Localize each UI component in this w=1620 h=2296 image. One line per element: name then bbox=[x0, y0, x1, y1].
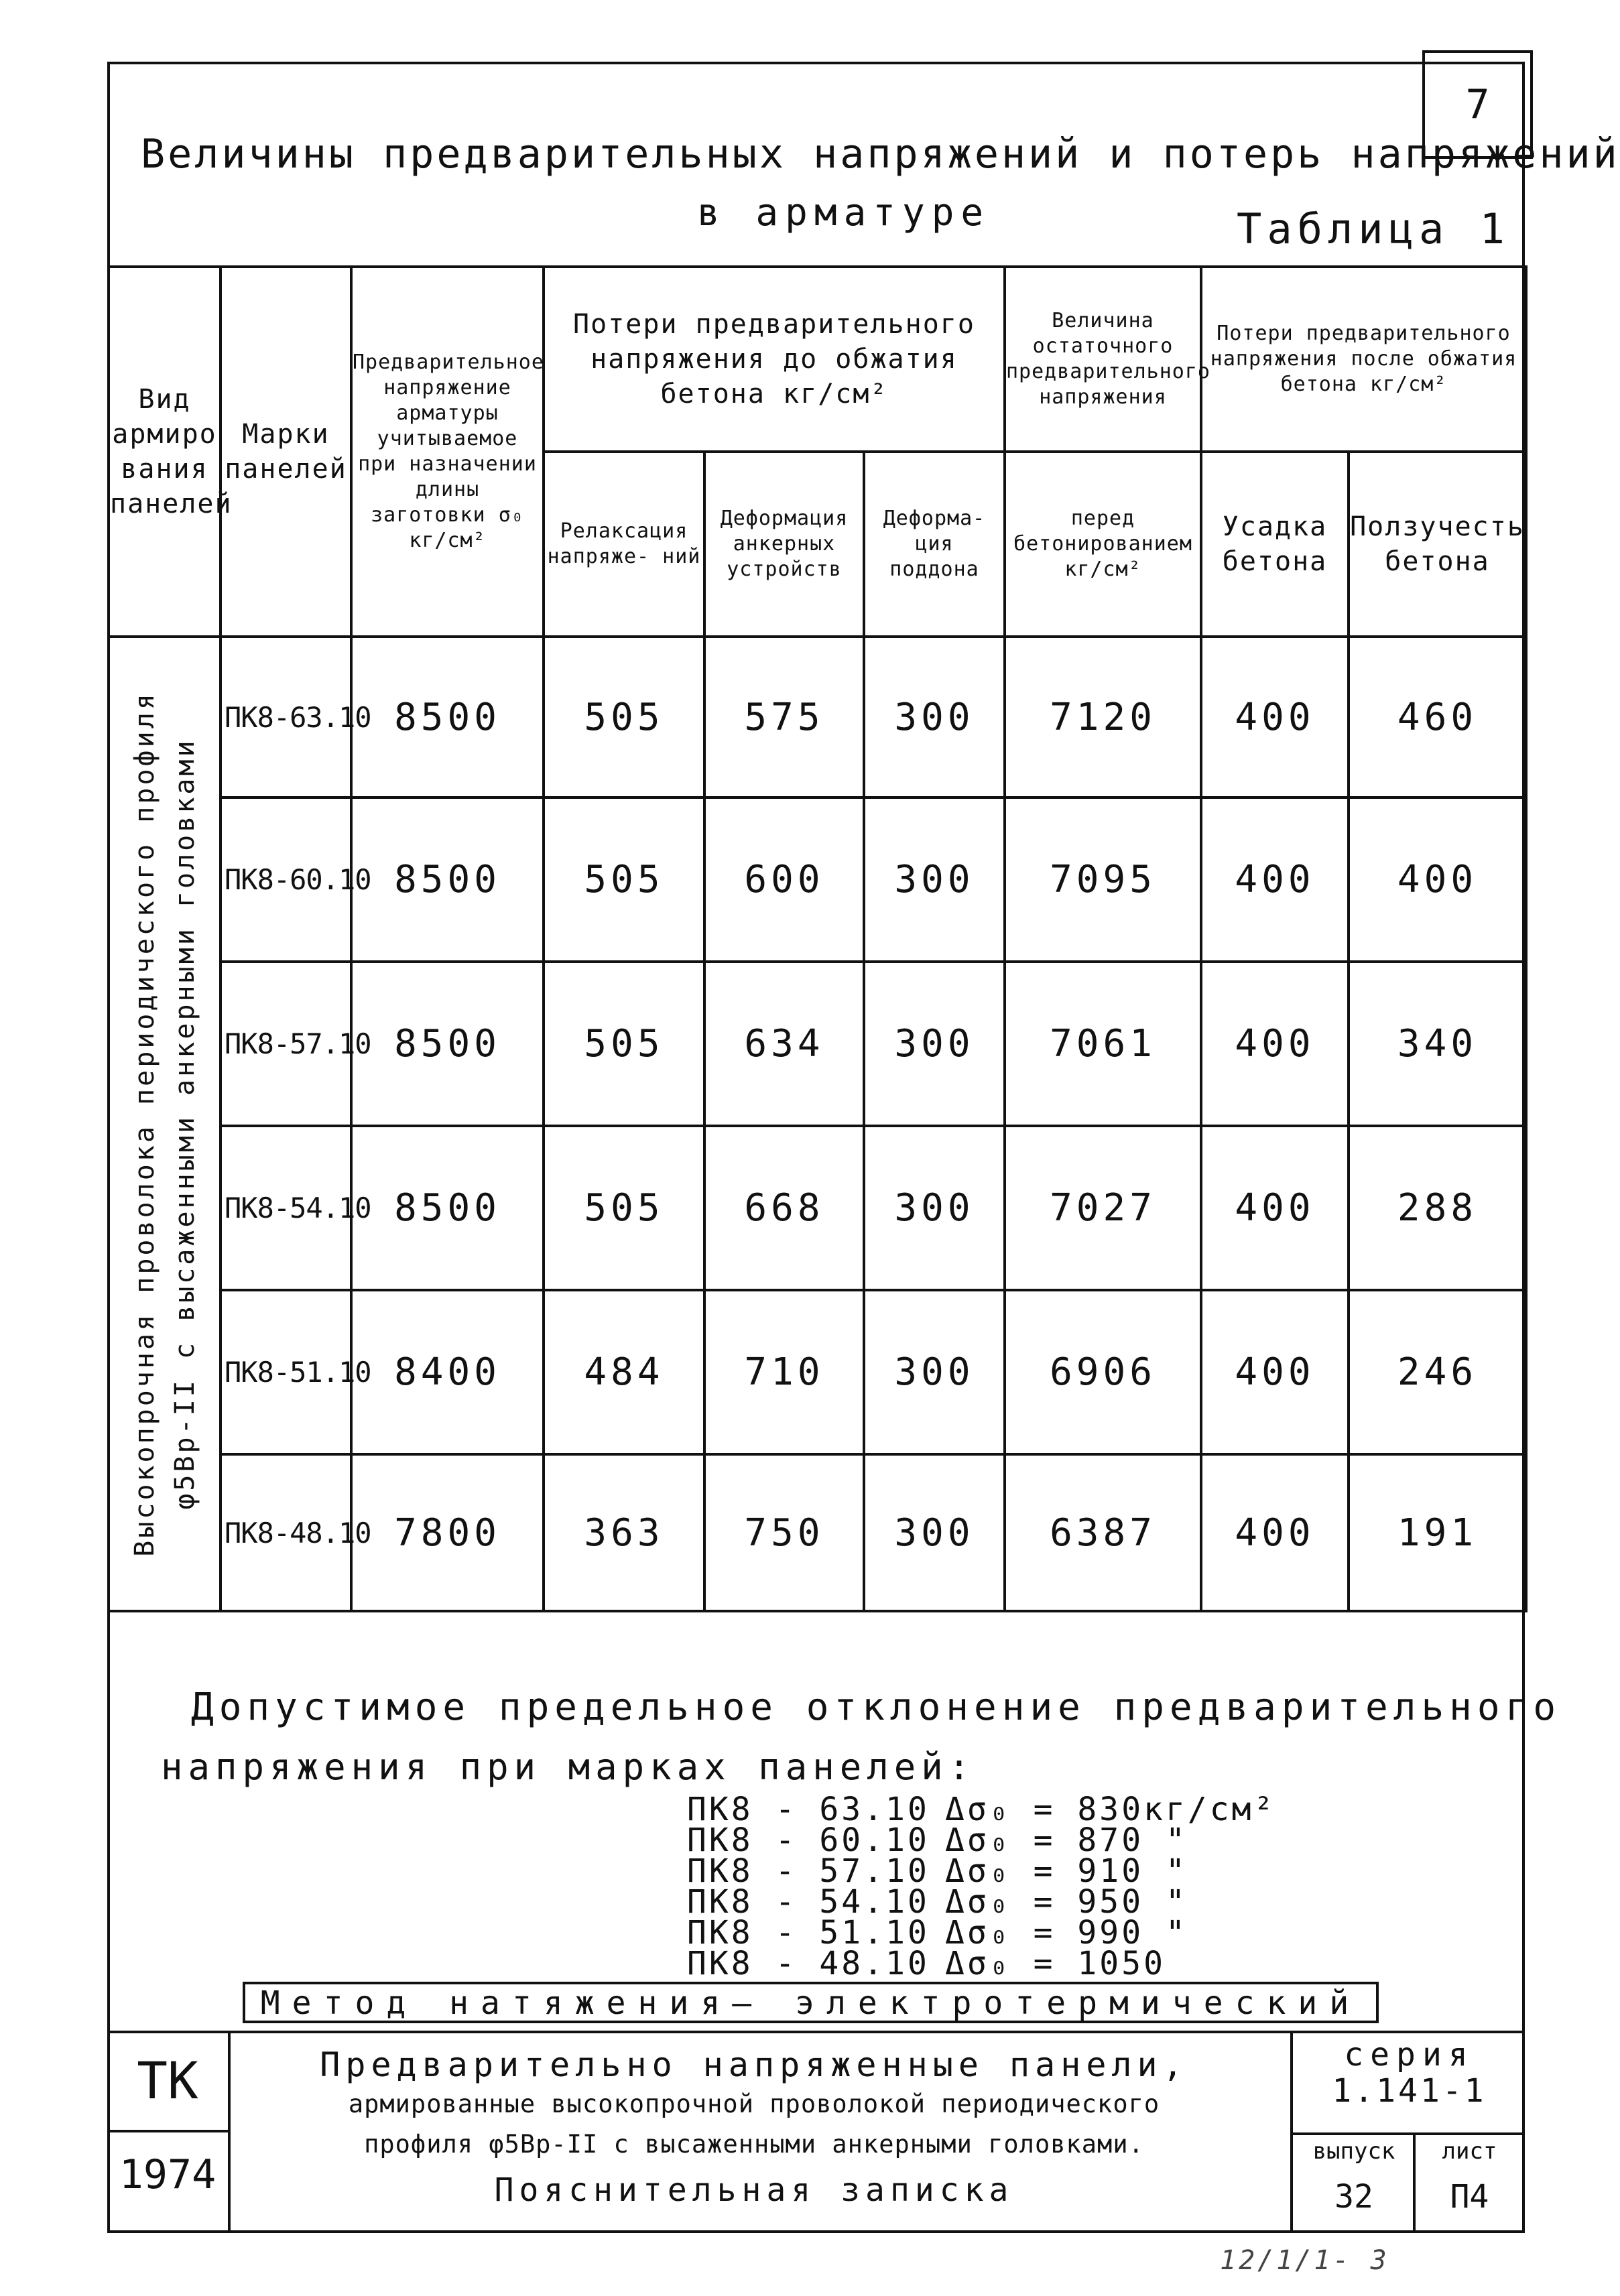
stress-table bbox=[107, 265, 1528, 1612]
row-residual: 7120 bbox=[1005, 637, 1201, 798]
table-label: Таблица 1 bbox=[1237, 204, 1510, 253]
row-prestress: 7800 bbox=[351, 1454, 544, 1611]
row-prestress: 8500 bbox=[351, 962, 544, 1126]
table-row bbox=[109, 962, 1526, 1126]
document-title: Величины предварительных напряжений и потерь напряжений bbox=[141, 131, 1620, 178]
row-relaxation: 505 bbox=[544, 1126, 704, 1290]
row-mark: ПК8-54.10 bbox=[221, 1126, 351, 1290]
header-anchor-deform: Деформация анкерных устройств bbox=[704, 452, 864, 637]
series-value: 1.141-1 bbox=[1332, 2072, 1487, 2110]
series-label: серия bbox=[1344, 2036, 1475, 2074]
row-prestress: 8400 bbox=[351, 1290, 544, 1454]
tolerance-value: Δσ₀ = 910 " bbox=[945, 1852, 1188, 1890]
row-anchor: 668 bbox=[704, 1126, 864, 1290]
tolerance-value: Δσ₀ = 1050 bbox=[945, 1945, 1166, 1982]
description-line: профиля φ5Вр-II с высаженными анкерными головками. bbox=[364, 2130, 1144, 2159]
row-shrinkage: 400 bbox=[1201, 1290, 1349, 1454]
header-relaxation: Релаксация напряже- ний bbox=[544, 452, 704, 637]
description-line: армированные высокопрочной проволокой периодического bbox=[348, 2090, 1160, 2118]
row-anchor: 710 bbox=[704, 1290, 864, 1454]
issue-label: выпуск bbox=[1312, 2138, 1395, 2165]
tolerance-title: Допустимое предельное отклонение предварительного bbox=[191, 1685, 1562, 1729]
row-relaxation: 505 bbox=[544, 962, 704, 1126]
table-row bbox=[109, 1290, 1526, 1454]
row-creep: 191 bbox=[1349, 1454, 1526, 1611]
row-mark: ПК8-51.10 bbox=[221, 1290, 351, 1454]
tolerance-mark: ПК8 - 51.10 bbox=[687, 1914, 930, 1952]
row-creep: 246 bbox=[1349, 1290, 1526, 1454]
row-residual: 7027 bbox=[1005, 1126, 1201, 1290]
row-mark: ПК8-48.10 bbox=[221, 1454, 351, 1611]
tolerance-mark: ПК8 - 60.10 bbox=[687, 1822, 930, 1859]
row-creep: 460 bbox=[1349, 637, 1526, 798]
row-mark: ПК8-60.10 bbox=[221, 798, 351, 962]
header-marks: Марки панелей bbox=[221, 267, 351, 637]
table-row bbox=[109, 1126, 1526, 1290]
table-row bbox=[109, 637, 1526, 798]
row-shrinkage: 400 bbox=[1201, 637, 1349, 798]
row-pallet: 300 bbox=[864, 637, 1005, 798]
year: 1974 bbox=[119, 2151, 216, 2198]
header-shrinkage: Усадка бетона bbox=[1201, 452, 1349, 637]
tolerance-value: Δσ₀ = 990 " bbox=[945, 1914, 1188, 1952]
row-relaxation: 505 bbox=[544, 798, 704, 962]
tolerance-subtitle: напряжения при марках панелей: bbox=[161, 1746, 976, 1788]
header-pallet-deform: Деформа- ция поддона bbox=[864, 452, 1005, 637]
row-prestress: 8500 bbox=[351, 1126, 544, 1290]
row-residual: 6906 bbox=[1005, 1290, 1201, 1454]
header-losses-before: Потери предварительного напряжения до обжатия бетона кг/см² bbox=[544, 267, 1005, 452]
row-pallet: 300 bbox=[864, 1290, 1005, 1454]
tolerance-value: Δσ₀ = 870 " bbox=[945, 1822, 1188, 1859]
description-line: Предварительно напряженные панели, bbox=[320, 2045, 1188, 2084]
header-residual-sub: перед бетонированием кг/см² bbox=[1005, 452, 1201, 637]
row-pallet: 300 bbox=[864, 962, 1005, 1126]
document-subtitle: в арматуре bbox=[697, 191, 991, 235]
title-block-top-line bbox=[107, 2031, 1525, 2033]
organization-code: ТК bbox=[137, 2051, 198, 2110]
row-shrinkage: 400 bbox=[1201, 798, 1349, 962]
row-relaxation: 505 bbox=[544, 637, 704, 798]
row-prestress: 8500 bbox=[351, 798, 544, 962]
row-anchor: 750 bbox=[704, 1454, 864, 1611]
row-pallet: 300 bbox=[864, 1126, 1005, 1290]
title-block-divider bbox=[107, 2130, 231, 2132]
row-mark: ПК8-57.10 bbox=[221, 962, 351, 1126]
row-relaxation: 484 bbox=[544, 1290, 704, 1454]
row-anchor: 634 bbox=[704, 962, 864, 1126]
row-pallet: 300 bbox=[864, 798, 1005, 962]
issue-value: 32 bbox=[1334, 2178, 1373, 2216]
reinforcement-type-cell bbox=[109, 637, 221, 1611]
sheet-value: П4 bbox=[1450, 2178, 1489, 2216]
row-shrinkage: 400 bbox=[1201, 1126, 1349, 1290]
tolerance-value: Δσ₀ = 950 " bbox=[945, 1883, 1188, 1921]
header-losses-after: Потери предварительного напряжения после обжатия бетона кг/см² bbox=[1201, 267, 1526, 452]
description-line: Пояснительная записка bbox=[494, 2171, 1014, 2209]
row-mark: ПК8-63.10 bbox=[221, 637, 351, 798]
row-creep: 340 bbox=[1349, 962, 1526, 1126]
tolerance-value: Δσ₀ = 830кг/см² bbox=[945, 1791, 1276, 1828]
tolerance-mark: ПК8 - 63.10 bbox=[687, 1791, 930, 1828]
header-residual: Величина остаточного предварительного напряжения bbox=[1005, 267, 1201, 452]
row-residual: 7061 bbox=[1005, 962, 1201, 1126]
tensioning-method: Метод натяжения— электротермический bbox=[243, 1982, 1379, 2023]
page-number: 7 bbox=[1422, 50, 1533, 159]
tolerance-mark: ПК8 - 48.10 bbox=[687, 1945, 930, 1982]
sheet-label: лист bbox=[1442, 2138, 1497, 2165]
row-anchor: 575 bbox=[704, 637, 864, 798]
tolerance-mark: ПК8 - 54.10 bbox=[687, 1883, 930, 1921]
header-prestress: Предварительное напряжение арматуры учитываемое при назначении длины заготовки σ₀ кг/см² bbox=[351, 267, 544, 637]
reinforcement-type: Высокопрочная проволока периодического профиля φ5Вр-II с высаженными анкерными головками bbox=[129, 691, 200, 1557]
row-relaxation: 363 bbox=[544, 1454, 704, 1611]
table-row bbox=[109, 1454, 1526, 1611]
row-residual: 6387 bbox=[1005, 1454, 1201, 1611]
row-anchor: 600 bbox=[704, 798, 864, 962]
row-residual: 7095 bbox=[1005, 798, 1201, 962]
row-shrinkage: 400 bbox=[1201, 962, 1349, 1126]
archive-stamp: 12/1/1- 3 bbox=[1220, 2245, 1389, 2276]
row-creep: 288 bbox=[1349, 1126, 1526, 1290]
header-creep: Ползучесть бетона bbox=[1349, 452, 1526, 637]
table-row bbox=[109, 798, 1526, 962]
row-prestress: 8500 bbox=[351, 637, 544, 798]
row-pallet: 300 bbox=[864, 1454, 1005, 1611]
row-shrinkage: 400 bbox=[1201, 1454, 1349, 1611]
title-block-divider bbox=[1290, 2031, 1293, 2233]
header-type: Вид армиро вания панелей bbox=[109, 267, 221, 637]
row-creep: 400 bbox=[1349, 798, 1526, 962]
title-block-divider bbox=[1290, 2132, 1525, 2135]
tolerance-mark: ПК8 - 57.10 bbox=[687, 1852, 930, 1890]
